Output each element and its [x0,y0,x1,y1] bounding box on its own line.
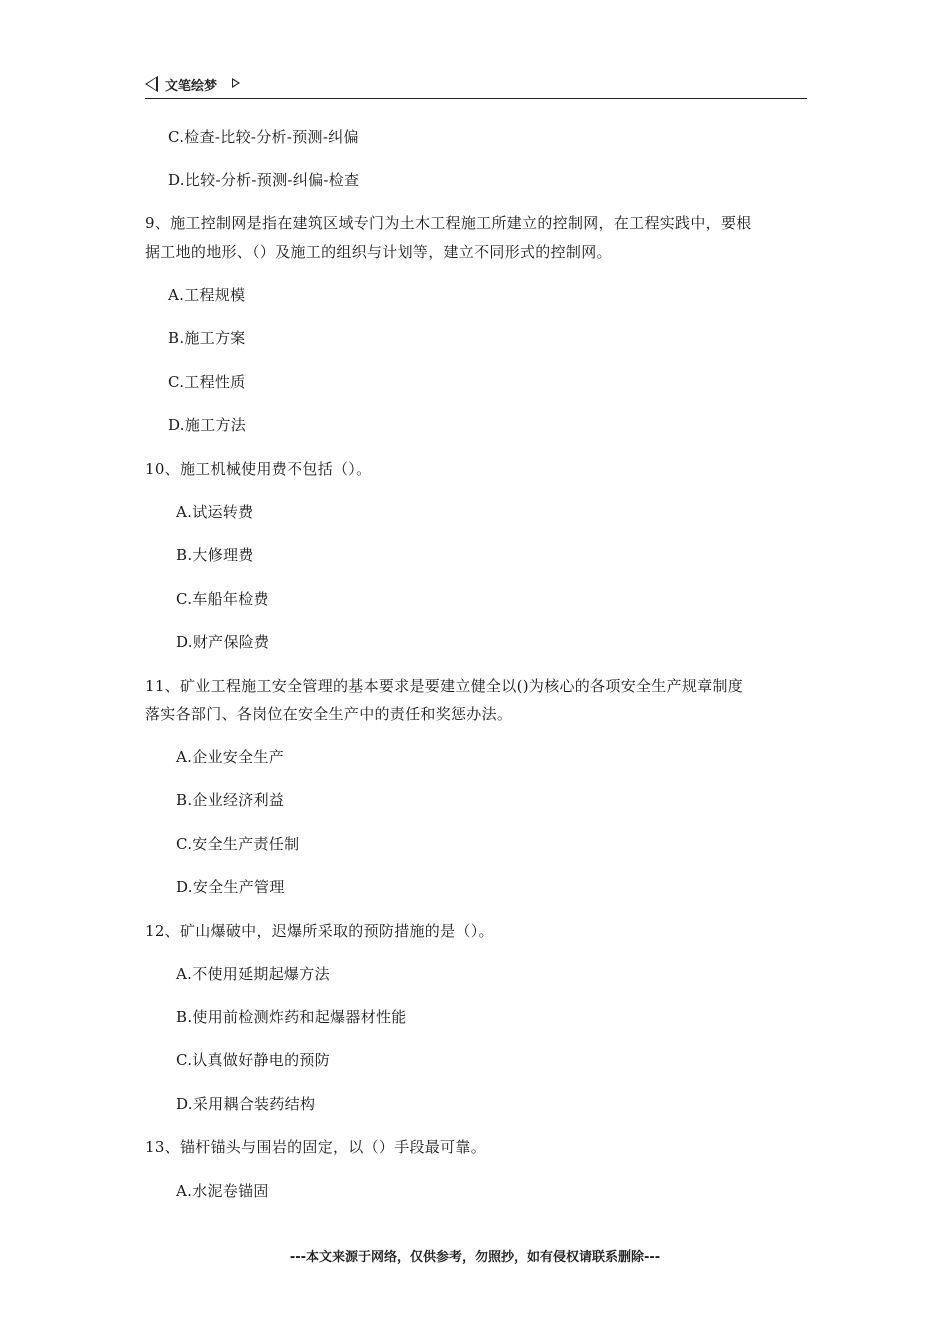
option-q11-b: B.企业经济利益 [176,791,285,809]
option-q8-d: D.比较-分析-预测-纠偏-检查 [168,171,360,189]
left-triangle-icon [145,76,158,92]
option-q9-c: C.工程性质 [168,373,246,391]
option-q10-b: B.大修理费 [176,546,254,564]
question-9-line-1: 9、施工控制网是指在建筑区域专门为土木工程施工所建立的控制网，在工程实践中，要根 [145,214,752,232]
question-11-line-1: 11、矿业工程施工安全管理的基本要求是要建立健全以()为核心的各项安全生产规章制度 [145,677,744,695]
option-q8-c: C.检查-比较-分析-预测-纠偏 [168,128,359,146]
option-q13-a: A.水泥卷锚固 [176,1182,269,1200]
right-triangle-icon [232,78,240,88]
option-q12-b: B.使用前检测炸药和起爆器材性能 [176,1008,407,1026]
option-q9-b: B.施工方案 [168,329,246,347]
question-9-line-2: 据工地的地形、（）及施工的组织与计划等，建立不同形式的控制网。 [145,243,612,261]
option-q11-a: A.企业安全生产 [176,748,285,766]
option-q10-d: D.财产保险费 [176,633,270,651]
option-q10-a: A.试运转费 [176,503,254,521]
option-q12-d: D.采用耦合装药结构 [176,1095,316,1113]
page-header [145,74,807,99]
option-q11-c: C.安全生产责任制 [176,835,300,853]
option-q12-a: A.不使用延期起爆方法 [176,965,330,983]
question-13: 13、锚杆锚头与围岩的固定，以（）手段最可靠。 [145,1138,486,1156]
option-q10-c: C.车船年检费 [176,590,269,608]
option-q12-c: C.认真做好静电的预防 [176,1051,331,1069]
option-q9-a: A.工程规模 [168,286,246,304]
header-title: 文笔绘梦 [165,79,218,94]
question-11-line-2: 落实各部门、各岗位在安全生产中的责任和奖惩办法。 [145,705,513,723]
question-12: 12、矿山爆破中，迟爆所采取的预防措施的是（）。 [145,922,494,940]
question-10: 10、施工机械使用费不包括（）。 [145,460,372,478]
option-q9-d: D.施工方法 [168,416,247,434]
page-footer: ---本文来源于网络，仅供参考，勿照抄，如有侵权请联系删除--- [289,1250,661,1265]
option-q11-d: D.安全生产管理 [176,878,285,896]
